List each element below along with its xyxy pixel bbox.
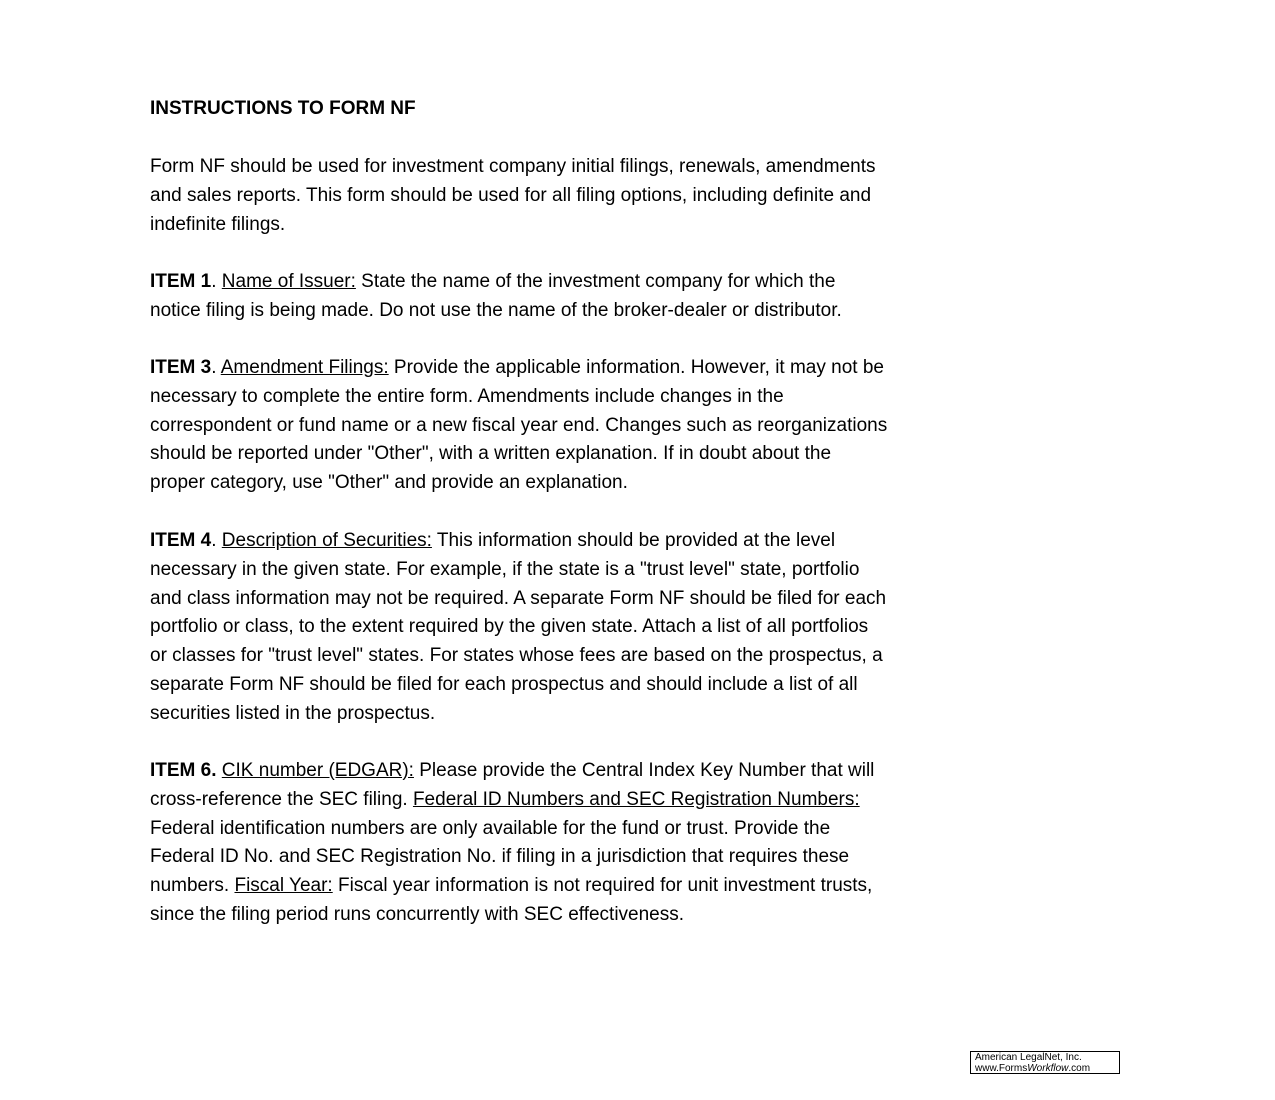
page-title: INSTRUCTIONS TO FORM NF	[150, 98, 416, 119]
publisher-url	[975, 1063, 1119, 1074]
publisher-name: American LegalNet, Inc.	[975, 1052, 1082, 1063]
item-heading: CIK number (EDGAR):	[221, 760, 414, 781]
text-line: Form NF should be used for investment company initial filings, renewals, amendments	[150, 156, 876, 177]
text: Provide the applicable information. However, it may not be	[388, 357, 884, 378]
text-line: separate Form NF should be filed for each prospectus and should include a list of all	[150, 673, 858, 695]
item-6-paragraph	[150, 757, 874, 930]
text-line: correspondent or fund name or a new fiscal year end. Changes such as reorganizations	[150, 414, 888, 436]
item-3-paragraph: ITEM 3. Amendment Filings: Provide the applicable information. However, it may not be necessary to complete the entire form. Amendments include changes in the correspondent or fund name or a new fiscal year end. Changes such as reorganizations should be reported under "Other", with a written explanation. If in doubt about the proper category, use "Other" and provide an explanation.	[150, 354, 887, 498]
intro-paragraph	[150, 153, 876, 239]
publisher-stamp	[970, 1051, 1120, 1074]
text: cross-reference the SEC filing.	[150, 788, 413, 810]
text-line: Federal identification numbers are only available for the fund or trust. Provide the	[150, 817, 831, 839]
text-line: necessary to complete the entire form. Amendments include changes in the	[150, 385, 784, 407]
subheading: Federal ID Numbers and SEC Registration Numbers:	[412, 788, 860, 810]
text-line: indefinite filings.	[150, 213, 286, 235]
item-1-paragraph: ITEM 1. Name of Issuer: State the name of the investment company for which the notice filing is being made. Do not use the name of the broker-dealer or distributor.	[150, 268, 842, 326]
text-line: Federal ID No. and SEC Registration No. if filing in a jurisdiction that requires these	[150, 846, 850, 868]
item-heading: Name of Issuer:	[221, 271, 356, 292]
text: State the name of the investment company for which the	[355, 271, 836, 292]
text: .com	[1068, 1063, 1091, 1074]
text: www.Forms	[975, 1063, 1028, 1074]
text-line: since the filing period runs concurrently with SEC effectiveness.	[150, 903, 685, 925]
text: Fiscal year information is not required for unit investment trusts,	[332, 875, 873, 897]
text: Please provide the Central Index Key Number that will	[413, 760, 875, 781]
text-line: necessary in the given state. For example, if the state is a "trust level" state, portfolio	[150, 558, 860, 580]
text-line: securities listed in the prospectus.	[150, 702, 436, 724]
item-heading: Amendment Filings:	[220, 357, 389, 378]
item-label: ITEM 1	[150, 271, 212, 292]
item-heading: Description of Securities:	[221, 530, 432, 551]
text: This information should be provided at the level	[431, 530, 836, 551]
text-line: notice filing is being made. Do not use the name of the broker-dealer or distributor.	[150, 299, 842, 321]
item-label: ITEM 3	[150, 357, 212, 378]
subheading: Fiscal Year:	[234, 875, 333, 897]
text: numbers.	[150, 875, 235, 897]
text-line: or classes for "trust level" states. For states whose fees are based on the prospectus, a	[150, 645, 883, 667]
text-line: and sales reports. This form should be used for all filing options, including definite and	[150, 184, 872, 206]
item-label: ITEM 6.	[150, 760, 217, 781]
text-line: and class information may not be required. A separate Form NF should be filed for each	[150, 587, 887, 609]
text-line: proper category, use "Other" and provide an explanation.	[150, 472, 628, 494]
item-label: ITEM 4	[150, 530, 212, 551]
text-line: portfolio or class, to the extent required by the given state. Attach a list of all portfolios	[150, 616, 869, 638]
text: Workflow	[1027, 1063, 1069, 1074]
item-4-paragraph: ITEM 4. Description of Securities: This information should be provided at the level necessary in the given state. For example, if the state is a "trust level" state, portfolio and class information may not be required. A separate Form NF should be filed for each portfolio or class, to the extent required by the given state. Attach a list of all portfolios or classes for "trust level" states. For states whose fees are based on the prospectus, a separate Form NF should be filed for each prospectus and should include a list of all securities listed in the prospectus.	[150, 527, 886, 729]
text-line: should be reported under "Other", with a written explanation. If in doubt about the	[150, 443, 832, 465]
